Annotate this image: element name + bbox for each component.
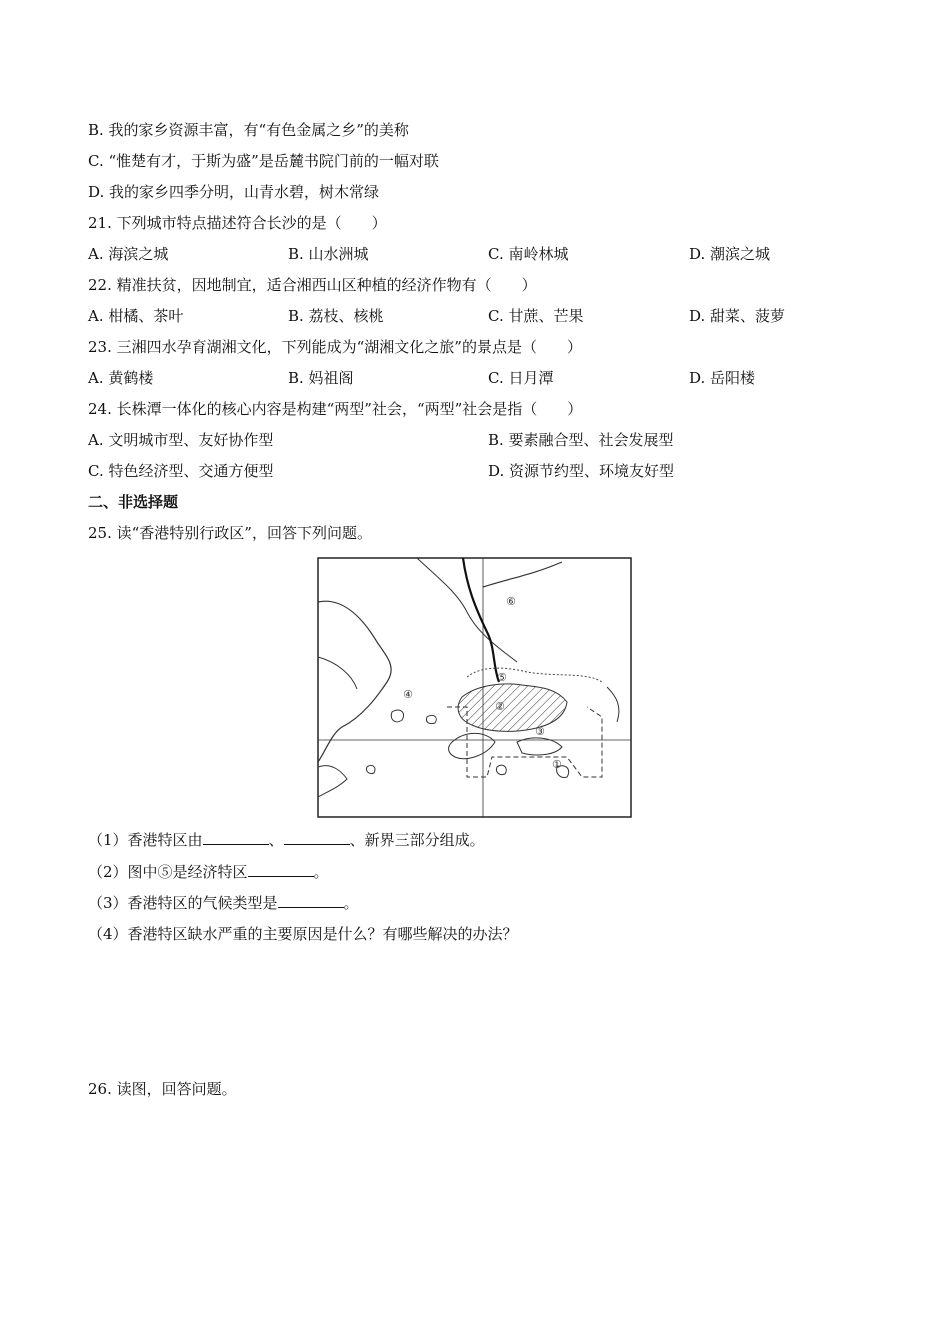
q25-sub4: （4）香港特区缺水严重的主要原因是什么？有哪些解决的办法？ xyxy=(88,925,518,943)
answer-blank-1[interactable] xyxy=(203,830,269,845)
question-25-stem: 25. 读“香港特别行政区”，回答下列问题。 xyxy=(88,524,372,542)
question-24-stem: 24. 长株潭一体化的核心内容是构建“两型”社会，“两型”社会是指（ ） xyxy=(88,400,583,418)
q22-option-d: D. 甜菜、菠萝 xyxy=(689,307,786,325)
question-26-stem: 26. 读图，回答问题。 xyxy=(88,1080,237,1098)
q23-option-d: D. 岳阳楼 xyxy=(689,369,756,387)
option-c-prev: C. “惟楚有才，于斯为盛”是岳麓书院门前的一幅对联 xyxy=(88,152,439,170)
q24-option-d: D. 资源节约型、环境友好型 xyxy=(488,462,675,480)
question-21-stem: 21. 下列城市特点描述符合长沙的是（ ） xyxy=(88,214,387,232)
hong-kong-map xyxy=(317,557,632,818)
question-22-stem: 22. 精准扶贫，因地制宜，适合湘西山区种植的经济作物有（ ） xyxy=(88,276,537,294)
q23-option-a: A. 黄鹤楼 xyxy=(88,369,154,387)
q24-option-a: A. 文明城市型、友好协作型 xyxy=(88,431,274,449)
map-label-4: ④ xyxy=(403,688,413,701)
q25-sub1: （1）香港特区由 、 、新界三部分组成。 xyxy=(88,831,485,849)
q21-option-c: C. 南岭林城 xyxy=(488,245,569,263)
q25-sub2: （2）图中⑤是经济特区 。 xyxy=(88,863,329,881)
section-heading-non-choice: 二、非选择题 xyxy=(88,493,179,511)
answer-blank-4[interactable] xyxy=(278,893,344,908)
q25-sub3: （3）香港特区的气候类型是 。 xyxy=(88,894,359,912)
q24-option-c: C. 特色经济型、交通方便型 xyxy=(88,462,274,480)
option-d-prev: D. 我的家乡四季分明，山青水碧，树木常绿 xyxy=(88,183,380,201)
q22-option-a: A. 柑橘、茶叶 xyxy=(88,307,184,325)
answer-blank-2[interactable] xyxy=(284,830,350,845)
q23-option-b: B. 妈祖阁 xyxy=(288,369,354,387)
q22-option-c: C. 甘蔗、芒果 xyxy=(488,307,584,325)
q21-option-b: B. 山水洲城 xyxy=(288,245,369,263)
q21-option-d: D. 潮滨之城 xyxy=(689,245,771,263)
answer-blank-3[interactable] xyxy=(248,862,314,877)
question-23-stem: 23. 三湘四水孕育湖湘文化，下列能成为“湖湘文化之旅”的景点是（ ） xyxy=(88,338,582,356)
q24-option-b: B. 要素融合型、社会发展型 xyxy=(488,431,674,449)
q22-option-b: B. 荔枝、核桃 xyxy=(288,307,384,325)
q21-option-a: A. 海滨之城 xyxy=(88,245,169,263)
map-label-6: ⑥ xyxy=(506,595,516,608)
map-label-1: ① xyxy=(552,758,562,771)
map-label-5: ⑤ xyxy=(497,671,507,684)
option-b-prev: B. 我的家乡资源丰富，有“有色金属之乡”的美称 xyxy=(88,121,409,139)
map-label-2: ② xyxy=(495,700,505,713)
q23-option-c: C. 日月潭 xyxy=(488,369,554,387)
map-label-3: ③ xyxy=(535,725,545,738)
